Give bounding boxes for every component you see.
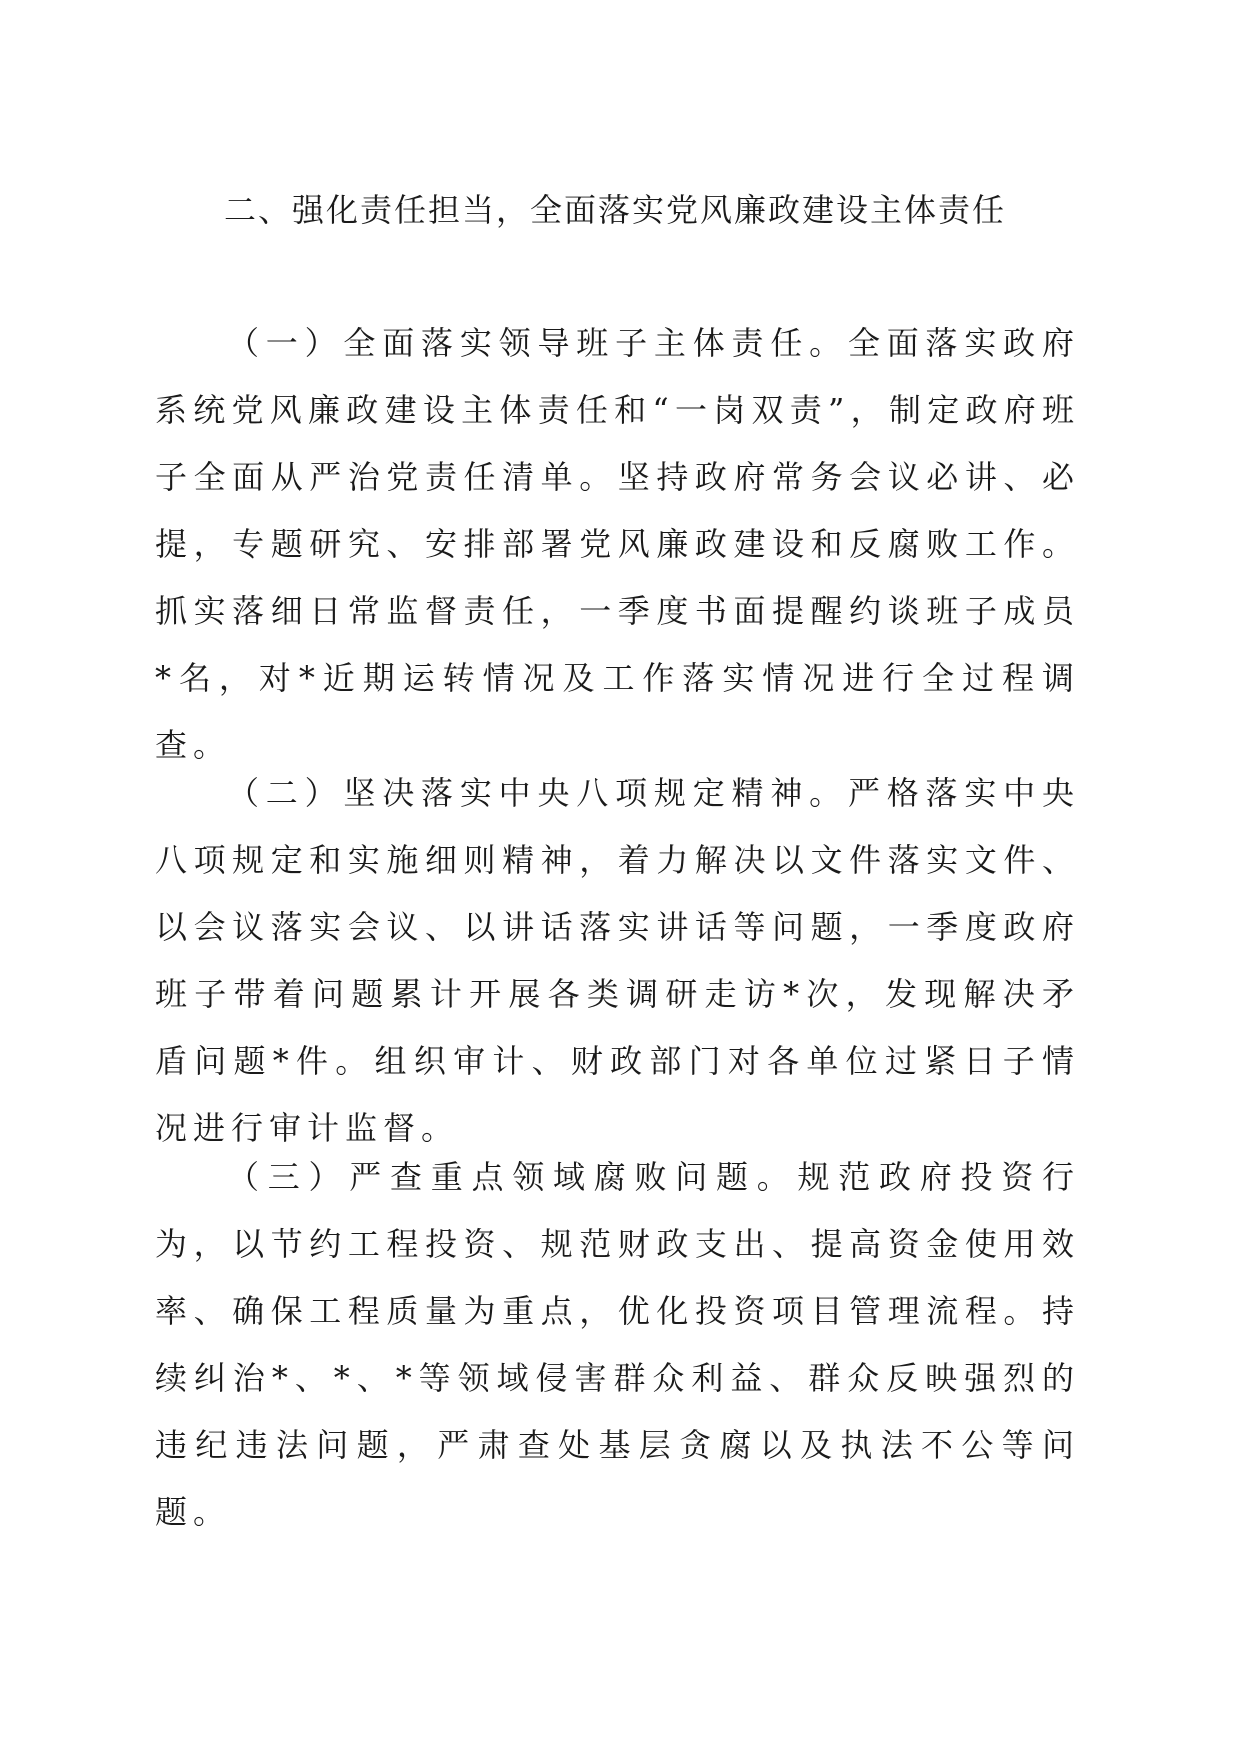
paragraph-leadership-responsibility: （一）全面落实领导班子主体责任。全面落实政府系统党风廉政建设主体责任和“一岗双责”，制定政府班子全面从严治党责任清单。坚持政府常务会议必讲、必提，专题研究、安排部署党风廉政建设和反腐败工作。抓实落细日常监督责任，一季度书面提醒约谈班子成员*名，对*近期运转情况及工作落实情况进行全过程调查。 — [155, 324, 1080, 764]
paragraph-key-area-corruption: （三）严查重点领域腐败问题。规范政府投资行为，以节约工程投资、规范财政支出、提高资金使用效率、确保工程质量为重点，优化投资项目管理流程。持续纠治*、*、*等领域侵害群众利益、群众反映强烈的违纪违法问题，严肃查处基层贪腐以及执法不公等问题。 — [155, 1158, 1080, 1531]
paragraph-eight-point-regulations: （二）坚决落实中央八项规定精神。严格落实中央八项规定和实施细则精神，着力解决以文件落实文件、以会议落实会议、以讲话落实讲话等问题，一季度政府班子带着问题累计开展各类调研走访*次，发现解决矛盾问题*件。组织审计、财政部门对各单位过紧日子情况进行审计监督。 — [155, 774, 1080, 1147]
section-heading: 二、强化责任担当，全面落实党风廉政建设主体责任 — [224, 191, 1007, 229]
